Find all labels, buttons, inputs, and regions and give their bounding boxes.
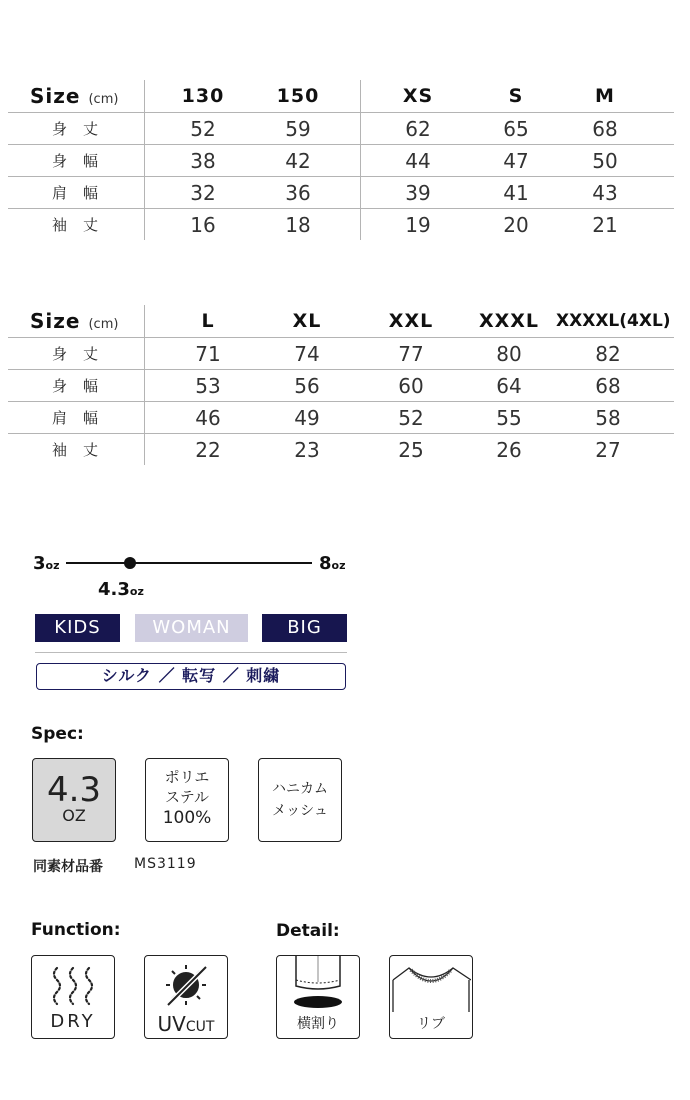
tag-woman: WOMAN	[135, 614, 248, 642]
product-number-label: 同素材品番	[33, 859, 103, 875]
table-cell: 68	[595, 374, 621, 398]
column-header: XXXL	[478, 310, 540, 332]
table-cell: 44	[405, 149, 431, 173]
table-cell: 68	[592, 117, 618, 141]
column-header: XXXXL(4XL)	[556, 311, 671, 331]
size-header: Size (cm)	[30, 84, 119, 108]
table-cell: 16	[190, 213, 216, 237]
ribbed-collar-icon	[391, 956, 471, 1012]
spec-material-line: ステル	[165, 788, 209, 806]
table-cell: 55	[496, 406, 522, 430]
hem-detail-box	[276, 955, 360, 1039]
table-cell: 53	[195, 374, 221, 398]
row-label: 袖丈	[51, 441, 114, 459]
uvcut-function-box	[144, 955, 228, 1039]
table-cell: 38	[190, 149, 216, 173]
spec-title: Spec:	[31, 724, 84, 744]
table-row	[8, 402, 674, 434]
table-cell: 82	[595, 342, 621, 366]
spec-material-line: 100%	[162, 808, 212, 828]
hem-label: 横割り	[297, 1016, 339, 1032]
table-row	[8, 177, 674, 209]
table-row	[8, 209, 674, 241]
rib-detail-box	[389, 955, 473, 1039]
table-cell: 39	[405, 181, 431, 205]
column-header: L	[201, 310, 215, 332]
product-number: MS3119	[134, 856, 197, 872]
row-label: 袖丈	[51, 216, 114, 234]
function-title: Function:	[31, 920, 121, 940]
column-header: XS	[402, 85, 434, 107]
column-header: 150	[276, 85, 320, 107]
column-header: S	[508, 85, 524, 107]
table-cell: 47	[503, 149, 529, 173]
uv-sun-icon	[146, 959, 226, 1009]
table-cell: 74	[294, 342, 320, 366]
table-cell: 56	[294, 374, 320, 398]
table-cell: 52	[190, 117, 216, 141]
table-cell: 80	[496, 342, 522, 366]
table-cell: 43	[592, 181, 618, 205]
table-cell: 22	[195, 438, 221, 462]
table-cell: 18	[285, 213, 311, 237]
size-header: Size (cm)	[30, 309, 119, 333]
column-header: XL	[292, 310, 322, 332]
table-cell: 23	[294, 438, 320, 462]
row-label: 身幅	[51, 152, 114, 170]
table-cell: 27	[595, 438, 621, 462]
row-label: 肩幅	[51, 409, 114, 427]
table-cell: 59	[285, 117, 311, 141]
weight-scale-marker	[124, 557, 136, 569]
table-cell: 46	[195, 406, 221, 430]
print-methods: シルク ／ 転写 ／ 刺繍	[36, 663, 346, 690]
divider	[35, 652, 347, 653]
spec-fabric-line: メッシュ	[272, 803, 328, 819]
row-label: 身丈	[51, 345, 114, 363]
spec-material-line: ポリエ	[164, 768, 210, 786]
table-cell: 32	[190, 181, 216, 205]
table-row	[8, 113, 674, 145]
weight-scale-track	[66, 562, 312, 564]
uvcut-label: UVCUT	[157, 1012, 215, 1036]
dry-function-box	[31, 955, 115, 1039]
table-cell: 26	[496, 438, 522, 462]
table-row	[8, 434, 674, 466]
table-cell: 60	[398, 374, 424, 398]
tag-big: BIG	[262, 614, 347, 642]
tag-kids: KIDS	[35, 614, 120, 642]
table-cell: 65	[503, 117, 529, 141]
row-label: 肩幅	[51, 184, 114, 202]
table-cell: 52	[398, 406, 424, 430]
table-cell: 71	[195, 342, 221, 366]
table-cell: 21	[592, 213, 618, 237]
spec-fabric-box	[258, 758, 342, 842]
table-cell: 64	[496, 374, 522, 398]
table-cell: 77	[398, 342, 424, 366]
table-cell: 19	[405, 213, 431, 237]
table-cell: 42	[285, 149, 311, 173]
table-cell: 62	[405, 117, 431, 141]
rib-label: リブ	[417, 1016, 445, 1032]
header-row	[8, 80, 674, 112]
row-label: 身幅	[51, 377, 114, 395]
column-header: XXL	[388, 310, 434, 332]
dry-waves-icon	[33, 960, 113, 1008]
table-cell: 49	[294, 406, 320, 430]
spec-weight-value: 4.3	[46, 770, 102, 810]
spec-material-box	[145, 758, 229, 842]
spec-weight-box	[32, 758, 116, 842]
column-header: M	[595, 85, 615, 107]
table-cell: 41	[503, 181, 529, 205]
weight-current-label: 4.3oz	[98, 579, 144, 600]
row-label: 身丈	[51, 120, 114, 138]
column-header: 130	[181, 85, 225, 107]
weight-min-label: 3oz	[33, 553, 60, 574]
table-row	[8, 145, 674, 177]
spec-fabric-line: ハニカム	[272, 781, 328, 797]
dry-label: DRY	[50, 1011, 96, 1032]
table-cell: 25	[398, 438, 424, 462]
table-row	[8, 370, 674, 402]
table-cell: 20	[503, 213, 529, 237]
table-cell: 58	[595, 406, 621, 430]
spec-weight-unit: OZ	[62, 806, 86, 825]
table-cell: 50	[592, 149, 618, 173]
side-split-hem-icon	[278, 956, 358, 1012]
detail-title: Detail:	[276, 921, 340, 941]
table-row	[8, 338, 674, 370]
weight-max-label: 8oz	[319, 553, 346, 574]
header-row	[8, 305, 674, 337]
table-cell: 36	[285, 181, 311, 205]
